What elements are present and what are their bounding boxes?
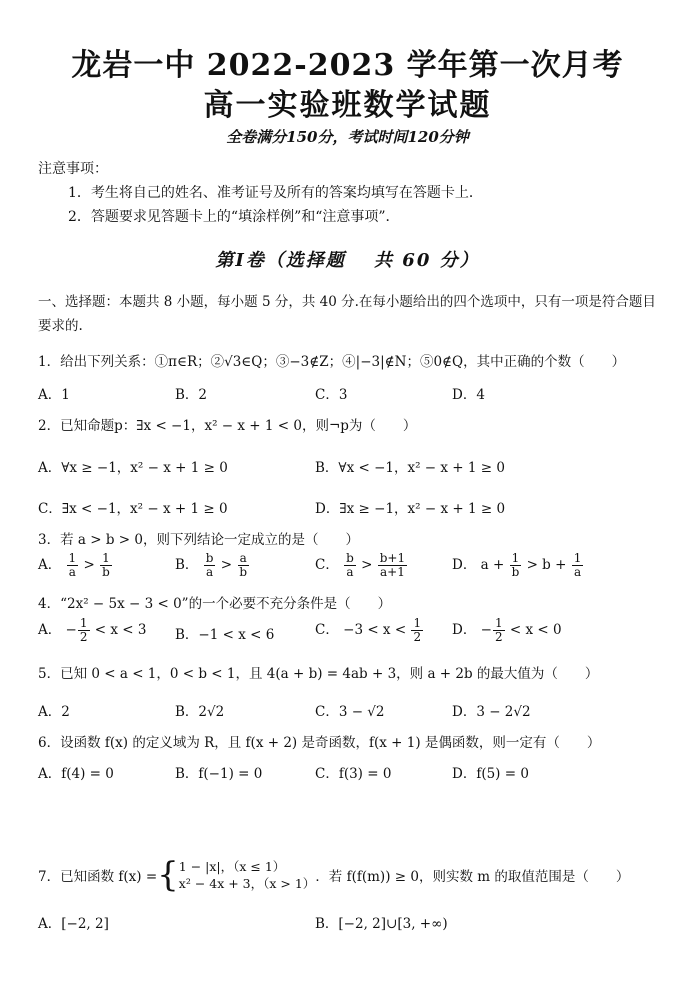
- fraction: $\frac{1}{2}$: [79, 616, 88, 644]
- fraction: $\frac{1}{a}$: [68, 551, 77, 579]
- question-3-stem: 3．若 a > b > 0，则下列结论一定成立的是（ ）: [38, 532, 359, 548]
- question-1-option-c: C．3: [315, 387, 348, 403]
- question-5-option-d: D．3 − 2√2: [452, 704, 531, 720]
- question-5-stem: 5．已知 0 < a < 1，0 < b < 1，且 4(a + b) = 4ab + 3，则 a + 2b 的最大值为（ ）: [38, 666, 599, 682]
- question-7-option-a: A．[−2, 2]: [38, 916, 109, 932]
- question-5-option-c: C．3 − √2: [315, 704, 385, 720]
- question-3-option-c: C． $\frac{b}{a}$ > $\frac{b+1}{a+1}$: [315, 551, 406, 579]
- fraction: $\frac{1}{2}$: [413, 616, 422, 644]
- fraction: $\frac{1}{b}$: [102, 551, 110, 579]
- option-label: D．: [452, 557, 477, 573]
- option-label: B．: [175, 557, 199, 573]
- question-6-option-d: D．f(5) = 0: [452, 766, 529, 782]
- piecewise-case-2: x² − 4x + 3，（x > 1）: [178, 876, 316, 891]
- fraction: $\frac{b}{a}$: [346, 551, 354, 579]
- question-3-option-a: A． $\frac{1}{a}$ > $\frac{1}{b}$: [38, 551, 110, 579]
- piecewise-function: [157, 855, 316, 895]
- question-1-option-d: D．4: [452, 387, 485, 403]
- question-2-stem: 2．已知命题p：∃x < −1，x² − x + 1 < 0，则¬p为（ ）: [38, 418, 417, 434]
- question-6-stem: 6．设函数 f(x) 的定义域为 R，且 f(x + 2) 是奇函数，f(x + 1) 是偶函数，则一定有（ ）: [38, 735, 601, 751]
- exam-title-line2: 高一实验班数学试题: [203, 88, 492, 123]
- fraction: $\frac{b+1}{a+1}$: [379, 551, 406, 579]
- option-label: D．: [452, 622, 477, 638]
- question-6-option-b: B．f(−1) = 0: [175, 766, 263, 782]
- question-4-option-c: C． −3 < x < $\frac{1}{2}$: [315, 616, 422, 644]
- question-2-option-d: D．∃x ≥ −1，x² − x + 1 ≥ 0: [315, 501, 506, 517]
- option-label: C．: [315, 622, 339, 638]
- section-instructions: 一、选择题：本题共 8 小题，每小题 5 分，共 40 分.在每小题给出的四个选项中，只有一项是符合题目要求的.: [38, 294, 656, 334]
- option-label: A．: [38, 557, 62, 573]
- exam-subtitle: 全卷满分150分，考试时间120分钟: [226, 128, 469, 146]
- question-2-option-b: B．∀x < −1，x² − x + 1 ≥ 0: [315, 460, 505, 476]
- fraction: $\frac{1}{2}$: [494, 616, 503, 644]
- question-1-option-b: B．2: [175, 387, 208, 403]
- question-4-option-d: D． − $\frac{1}{2}$ < x < 0: [452, 616, 562, 644]
- piecewise-case-1: 1 − |x|，（x ≤ 1）: [178, 859, 286, 874]
- question-3-option-d: D． a + $\frac{1}{b}$ > b + $\frac{1}{a}$: [452, 551, 582, 579]
- section-title: 第Ⅰ卷（选择题 共 60 分）: [215, 250, 480, 271]
- option-label: A．: [38, 622, 62, 638]
- fraction: $\frac{a}{b}$: [239, 551, 247, 579]
- question-4-stem: 4．“2x² − 5x − 3 < 0”的一个必要不充分条件是（ ）: [38, 596, 392, 612]
- question-7-stem: 7．已知函数 f(x) = { 1 − |x|，（x ≤ 1） x² − 4x + 3，（x > 1） ．若 f(f(m)) ≥ 0，则实数 m 的取值范围是（ ）: [38, 855, 630, 895]
- fraction: $\frac{b}{a}$: [205, 551, 214, 579]
- option-label: C．: [315, 557, 339, 573]
- question-5-option-b: B．2√2: [175, 704, 225, 720]
- question-2-option-a: A．∀x ≥ −1，x² − x + 1 ≥ 0: [38, 460, 228, 476]
- question-7-option-b: B．[−2, 2]∪[3, +∞): [315, 916, 448, 932]
- question-1-stem: 1．给出下列关系：①π∈R；②√3∈Q；③−3∉Z；④|−3|∉N；⑤0∉Q，其中正确的个数（ ）: [38, 354, 626, 370]
- left-brace-glyph: {: [157, 855, 179, 895]
- question-4-option-a: A． − $\frac{1}{2}$ < x < 3: [38, 616, 147, 644]
- fraction: $\frac{1}{a}$: [573, 551, 582, 579]
- option-label: B．: [175, 627, 199, 643]
- question-3-option-b: B． $\frac{b}{a}$ > $\frac{a}{b}$: [175, 551, 247, 579]
- note-item-2: 2．答题要求见答题卡上的“填涂样例”和“注意事项”．: [68, 209, 400, 225]
- fraction: $\frac{1}{b}$: [511, 551, 520, 579]
- question-1-option-a: A．1: [38, 387, 70, 403]
- question-5-option-a: A．2: [38, 704, 70, 720]
- exam-title-line1: 龙岩一中 2022-2023 学年第一次月考: [71, 48, 624, 83]
- question-6-option-a: A．f(4) = 0: [38, 766, 114, 782]
- note-item-1: 1．考生将自己的姓名、准考证号及所有的答案均填写在答题卡上．: [68, 185, 483, 201]
- question-2-option-c: C．∃x < −1，x² − x + 1 ≥ 0: [38, 501, 228, 517]
- question-6-option-c: C．f(3) = 0: [315, 766, 392, 782]
- question-4-option-b: B．−1 < x < 6: [175, 627, 275, 643]
- notes-heading: 注意事项：: [38, 161, 108, 177]
